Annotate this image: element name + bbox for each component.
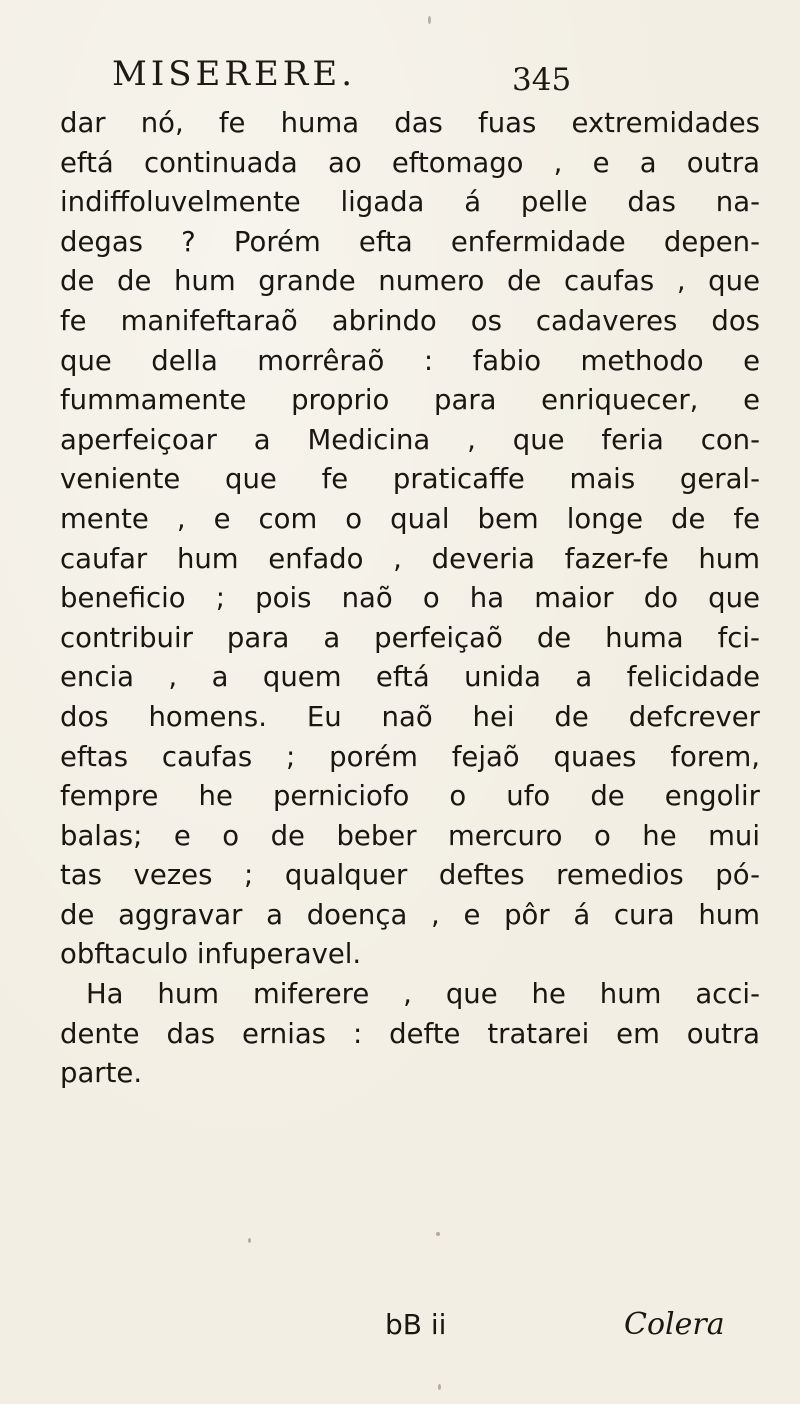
ink-speck bbox=[438, 1384, 441, 1390]
page-number: 345 bbox=[512, 62, 572, 98]
body-text bbox=[60, 104, 760, 1094]
text-line: que della morrêraõ : fabio methodo e bbox=[60, 344, 760, 377]
text-line: de de hum grande numero de caufas , que bbox=[60, 265, 760, 298]
ink-speck bbox=[428, 16, 431, 24]
text-line: fummamente proprio para enriquecer, e bbox=[60, 384, 760, 417]
text-line: dar nó, fe huma das fuas extremidades bbox=[60, 107, 760, 139]
page-footer bbox=[0, 1300, 800, 1350]
text-line: beneficio ; pois naõ o ha maior do que bbox=[60, 582, 760, 615]
text-line: eftá continuada ao eftomago , e a outra bbox=[60, 146, 760, 179]
catchword: Colera bbox=[624, 1307, 725, 1342]
text-line: fe manifeftaraõ abrindo os cadaveres dos bbox=[60, 304, 760, 337]
ink-speck bbox=[436, 1232, 440, 1236]
running-head bbox=[112, 52, 752, 96]
ink-speck bbox=[248, 1238, 251, 1243]
text-line: parte. bbox=[60, 1057, 143, 1090]
text-line: de aggravar a doença , e pôr á cura hum bbox=[60, 898, 760, 931]
text-line: mente , e com o qual bem longe de fe bbox=[60, 502, 760, 535]
text-line: indiffoluvelmente ligada á pelle das na- bbox=[60, 186, 760, 219]
text-line: dente das ernias : defte tratarei em outra bbox=[60, 1017, 760, 1050]
text-line: fempre he perniciofo o ufo de engolir bbox=[60, 780, 760, 813]
text-line: tas vezes ; qualquer deftes remedios pó- bbox=[60, 859, 760, 892]
text-line: eftas caufas ; porém fejaõ quaes forem, bbox=[60, 740, 760, 773]
text-line: encia , a quem eftá unida a felicidade bbox=[60, 661, 760, 694]
signature-mark: bB ii bbox=[385, 1308, 447, 1341]
text-line: contribuir para a perfeiçaõ de huma fci- bbox=[60, 621, 760, 654]
text-line: balas; e o de beber mercuro o he mui bbox=[60, 819, 760, 852]
text-line: degas ? Porém efta enfermidade depen- bbox=[60, 225, 760, 258]
text-line: aperfeiçoar a Medicina , que feria con- bbox=[60, 423, 760, 456]
text-line: veniente que fe praticaffe mais geral- bbox=[60, 463, 760, 496]
text-line: caufar hum enfado , deveria fazer-fe hum bbox=[60, 542, 760, 575]
text-line: dos homens. Eu naõ hei de defcrever bbox=[60, 700, 760, 733]
text-line: obftaculo infuperavel. bbox=[60, 938, 362, 971]
paragraph-first-line: Ha hum miferere , que he hum acci- bbox=[86, 978, 760, 1011]
running-title: MISERERE. bbox=[112, 54, 357, 94]
